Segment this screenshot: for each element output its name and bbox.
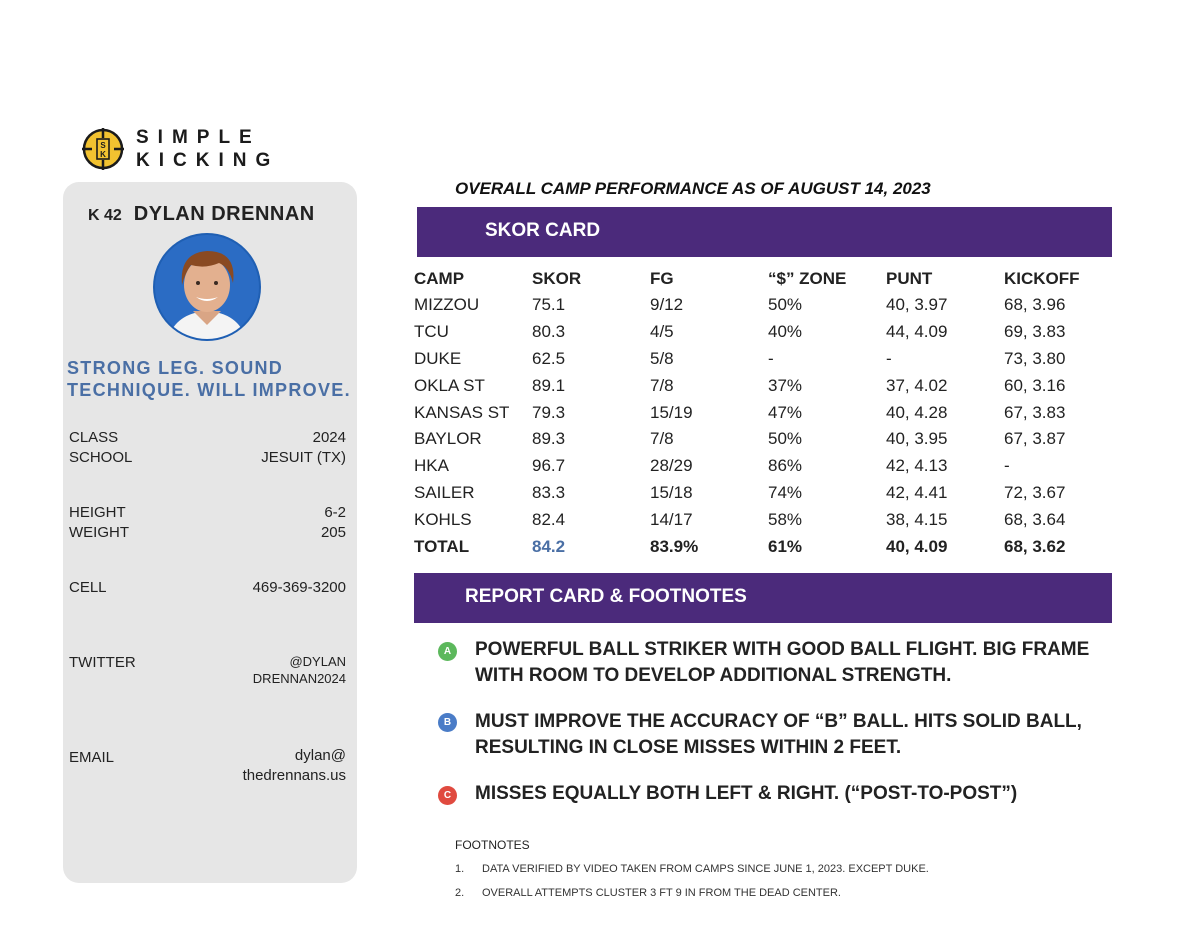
header-punt: PUNT: [886, 269, 933, 288]
email-label: EMAIL: [69, 749, 115, 766]
table-row: [414, 480, 1112, 507]
cell-kickoff: 72, 3.67: [1004, 482, 1066, 502]
cell-camp: MIZZOU: [414, 295, 480, 315]
cell-zone: 47%: [768, 402, 803, 422]
player-name: DYLAN DRENNAN: [133, 203, 315, 225]
skor-card-banner: [417, 207, 1112, 257]
cell-fg: 28/29: [650, 456, 693, 476]
table-row: [414, 426, 1112, 453]
cell-kickoff: 67, 3.87: [1004, 429, 1066, 449]
cell-kickoff: -: [1004, 456, 1010, 476]
grade-b-badge: B: [438, 713, 457, 732]
header-fg: FG: [650, 269, 674, 288]
cell-skor: 82.4: [532, 509, 566, 529]
footnote-1-text: DATA VERIFIED BY VIDEO TAKEN FROM CAMPS SINCE JUNE 1, 2023. EXCEPT DUKE.: [482, 863, 929, 875]
cell-skor: 80.3: [532, 322, 566, 342]
grade-c-badge: C: [438, 786, 457, 805]
logo-line-1: SIMPLE: [136, 127, 261, 148]
cell-fg: 14/17: [650, 509, 693, 529]
cell-zone: 40%: [768, 322, 803, 342]
total-kickoff: 68, 3.62: [1004, 536, 1066, 556]
cell-punt: 40, 3.97: [886, 295, 948, 315]
cell-punt: 37, 4.02: [886, 375, 948, 395]
twitter-line-2: DRENNAN2024: [252, 671, 346, 686]
cell-punt: 38, 4.15: [886, 509, 948, 529]
cell-punt: 44, 4.09: [886, 322, 948, 342]
cell-punt: -: [886, 348, 892, 368]
cell-fg: 9/12: [650, 295, 684, 315]
cell-kickoff: 69, 3.83: [1004, 322, 1066, 342]
weight-label: WEIGHT: [69, 524, 129, 541]
cell-kickoff: 68, 3.64: [1004, 509, 1066, 529]
cell-fg: 7/8: [650, 375, 674, 395]
total-zone: 61%: [768, 536, 803, 556]
cell-punt: 42, 4.13: [886, 456, 948, 476]
footnote-2-text: OVERALL ATTEMPTS CLUSTER 3 FT 9 IN FROM THE DEAD CENTER.: [482, 887, 841, 899]
cell-skor: 62.5: [532, 348, 566, 368]
cell-camp: TCU: [414, 322, 449, 342]
cell-fg: 4/5: [650, 322, 674, 342]
twitter-label: TWITTER: [69, 654, 136, 671]
weight-value: 205: [320, 524, 346, 541]
cell-camp: OKLA ST: [414, 375, 485, 395]
position-number: K 42: [88, 207, 122, 224]
table-row: [414, 319, 1112, 346]
logo-line-2: KICKING: [136, 150, 280, 171]
table-row: [414, 372, 1112, 399]
cell-skor: 96.7: [532, 456, 566, 476]
cell-fg: 15/18: [650, 482, 693, 502]
cell-kickoff: 73, 3.80: [1004, 348, 1066, 368]
skor-card-table: [414, 266, 1112, 560]
cell-zone: -: [768, 348, 774, 368]
class-value: 2024: [312, 429, 346, 446]
class-label: CLASS: [69, 429, 119, 446]
total-camp: TOTAL: [414, 536, 470, 556]
school-value: JESUIT (TX): [261, 449, 346, 466]
table-row: [414, 346, 1112, 373]
cell-value[interactable]: 469-369-3200: [252, 579, 346, 596]
cell-punt: 40, 3.95: [886, 429, 948, 449]
cell-punt: 40, 4.28: [886, 402, 948, 422]
total-fg: 83.9%: [650, 536, 699, 556]
grade-a-badge: A: [438, 642, 457, 661]
cell-punt: 42, 4.41: [886, 482, 948, 502]
cell-camp: DUKE: [414, 348, 462, 368]
header-kickoff: KICKOFF: [1004, 269, 1080, 288]
report-card-title: REPORT CARD & FOOTNOTES: [465, 586, 747, 607]
player-header: [88, 203, 315, 226]
player-tagline: [67, 357, 353, 401]
cell-zone: 86%: [768, 456, 803, 476]
table-total-row: [414, 533, 1112, 560]
cell-camp: KOHLS: [414, 509, 472, 529]
player-photo: [153, 233, 261, 341]
cell-zone: 50%: [768, 295, 803, 315]
footnotes-heading: FOOTNOTES: [455, 838, 530, 852]
cell-camp: SAILER: [414, 482, 475, 502]
cell-zone: 37%: [768, 375, 803, 395]
school-label: SCHOOL: [69, 449, 133, 466]
total-skor: 84.2: [532, 536, 566, 556]
logo-wordmark: [136, 126, 279, 172]
cell-kickoff: 60, 3.16: [1004, 375, 1066, 395]
table-header-row: [414, 266, 1112, 292]
email-line-2: thedrennans.us: [242, 767, 346, 784]
twitter-line-1: @DYLAN: [289, 654, 346, 669]
footnote-1: [455, 863, 929, 875]
table-row: [414, 292, 1112, 319]
cell-camp: HKA: [414, 456, 449, 476]
cell-kickoff: 67, 3.83: [1004, 402, 1066, 422]
table-row: [414, 506, 1112, 533]
simple-kicking-logo-icon: [82, 128, 124, 170]
svg-text:S: S: [100, 141, 106, 150]
cell-skor: 75.1: [532, 295, 566, 315]
cell-camp: BAYLOR: [414, 429, 482, 449]
skor-card-title: SKOR CARD: [485, 220, 601, 241]
cell-skor: 89.1: [532, 375, 566, 395]
email-line-1: dylan@: [294, 747, 346, 764]
cell-skor: 89.3: [532, 429, 566, 449]
svg-text:K: K: [100, 150, 106, 159]
cell-camp: KANSAS ST: [414, 402, 510, 422]
table-row: [414, 399, 1112, 426]
grade-b-text: MUST IMPROVE THE ACCURACY OF “B” BALL. HITS SOLID BALL, RESULTING IN CLOSE MISSES WITHIN 2 FEET.: [475, 711, 1082, 758]
total-punt: 40, 4.09: [886, 536, 948, 556]
tagline-line-1: STRONG LEG. SOUND: [67, 358, 284, 378]
grade-a-text: POWERFUL BALL STRIKER WITH GOOD BALL FLIGHT. BIG FRAME WITH ROOM TO DEVELOP ADDITIONAL STRENGTH.: [475, 639, 1090, 686]
cell-skor: 83.3: [532, 482, 566, 502]
cell-label: CELL: [69, 579, 107, 596]
height-value: 6-2: [324, 504, 346, 521]
footnote-2: [455, 887, 841, 899]
footnote-1-number: 1.: [455, 863, 465, 875]
cell-fg: 7/8: [650, 429, 674, 449]
cell-fg: 15/19: [650, 402, 693, 422]
cell-zone: 74%: [768, 482, 803, 502]
grade-c-text: MISSES EQUALLY BOTH LEFT & RIGHT. (“POST-TO-POST”): [475, 783, 1018, 804]
cell-skor: 79.3: [532, 402, 566, 422]
tagline-line-2: TECHNIQUE. WILL IMPROVE.: [67, 380, 351, 400]
footnote-2-number: 2.: [455, 887, 465, 899]
report-card-banner: [414, 573, 1112, 623]
cell-zone: 50%: [768, 429, 803, 449]
overall-performance-title: OVERALL CAMP PERFORMANCE AS OF AUGUST 14, 2023: [455, 179, 931, 198]
height-label: HEIGHT: [69, 504, 126, 521]
cell-kickoff: 68, 3.96: [1004, 295, 1066, 315]
email-value[interactable]: [243, 746, 346, 786]
cell-fg: 5/8: [650, 348, 674, 368]
cell-zone: 58%: [768, 509, 803, 529]
table-row: [414, 453, 1112, 480]
header-camp: CAMP: [414, 269, 465, 288]
header-zone: “$” ZONE: [768, 269, 847, 288]
header-skor: SKOR: [532, 269, 582, 288]
twitter-value[interactable]: [253, 653, 346, 687]
